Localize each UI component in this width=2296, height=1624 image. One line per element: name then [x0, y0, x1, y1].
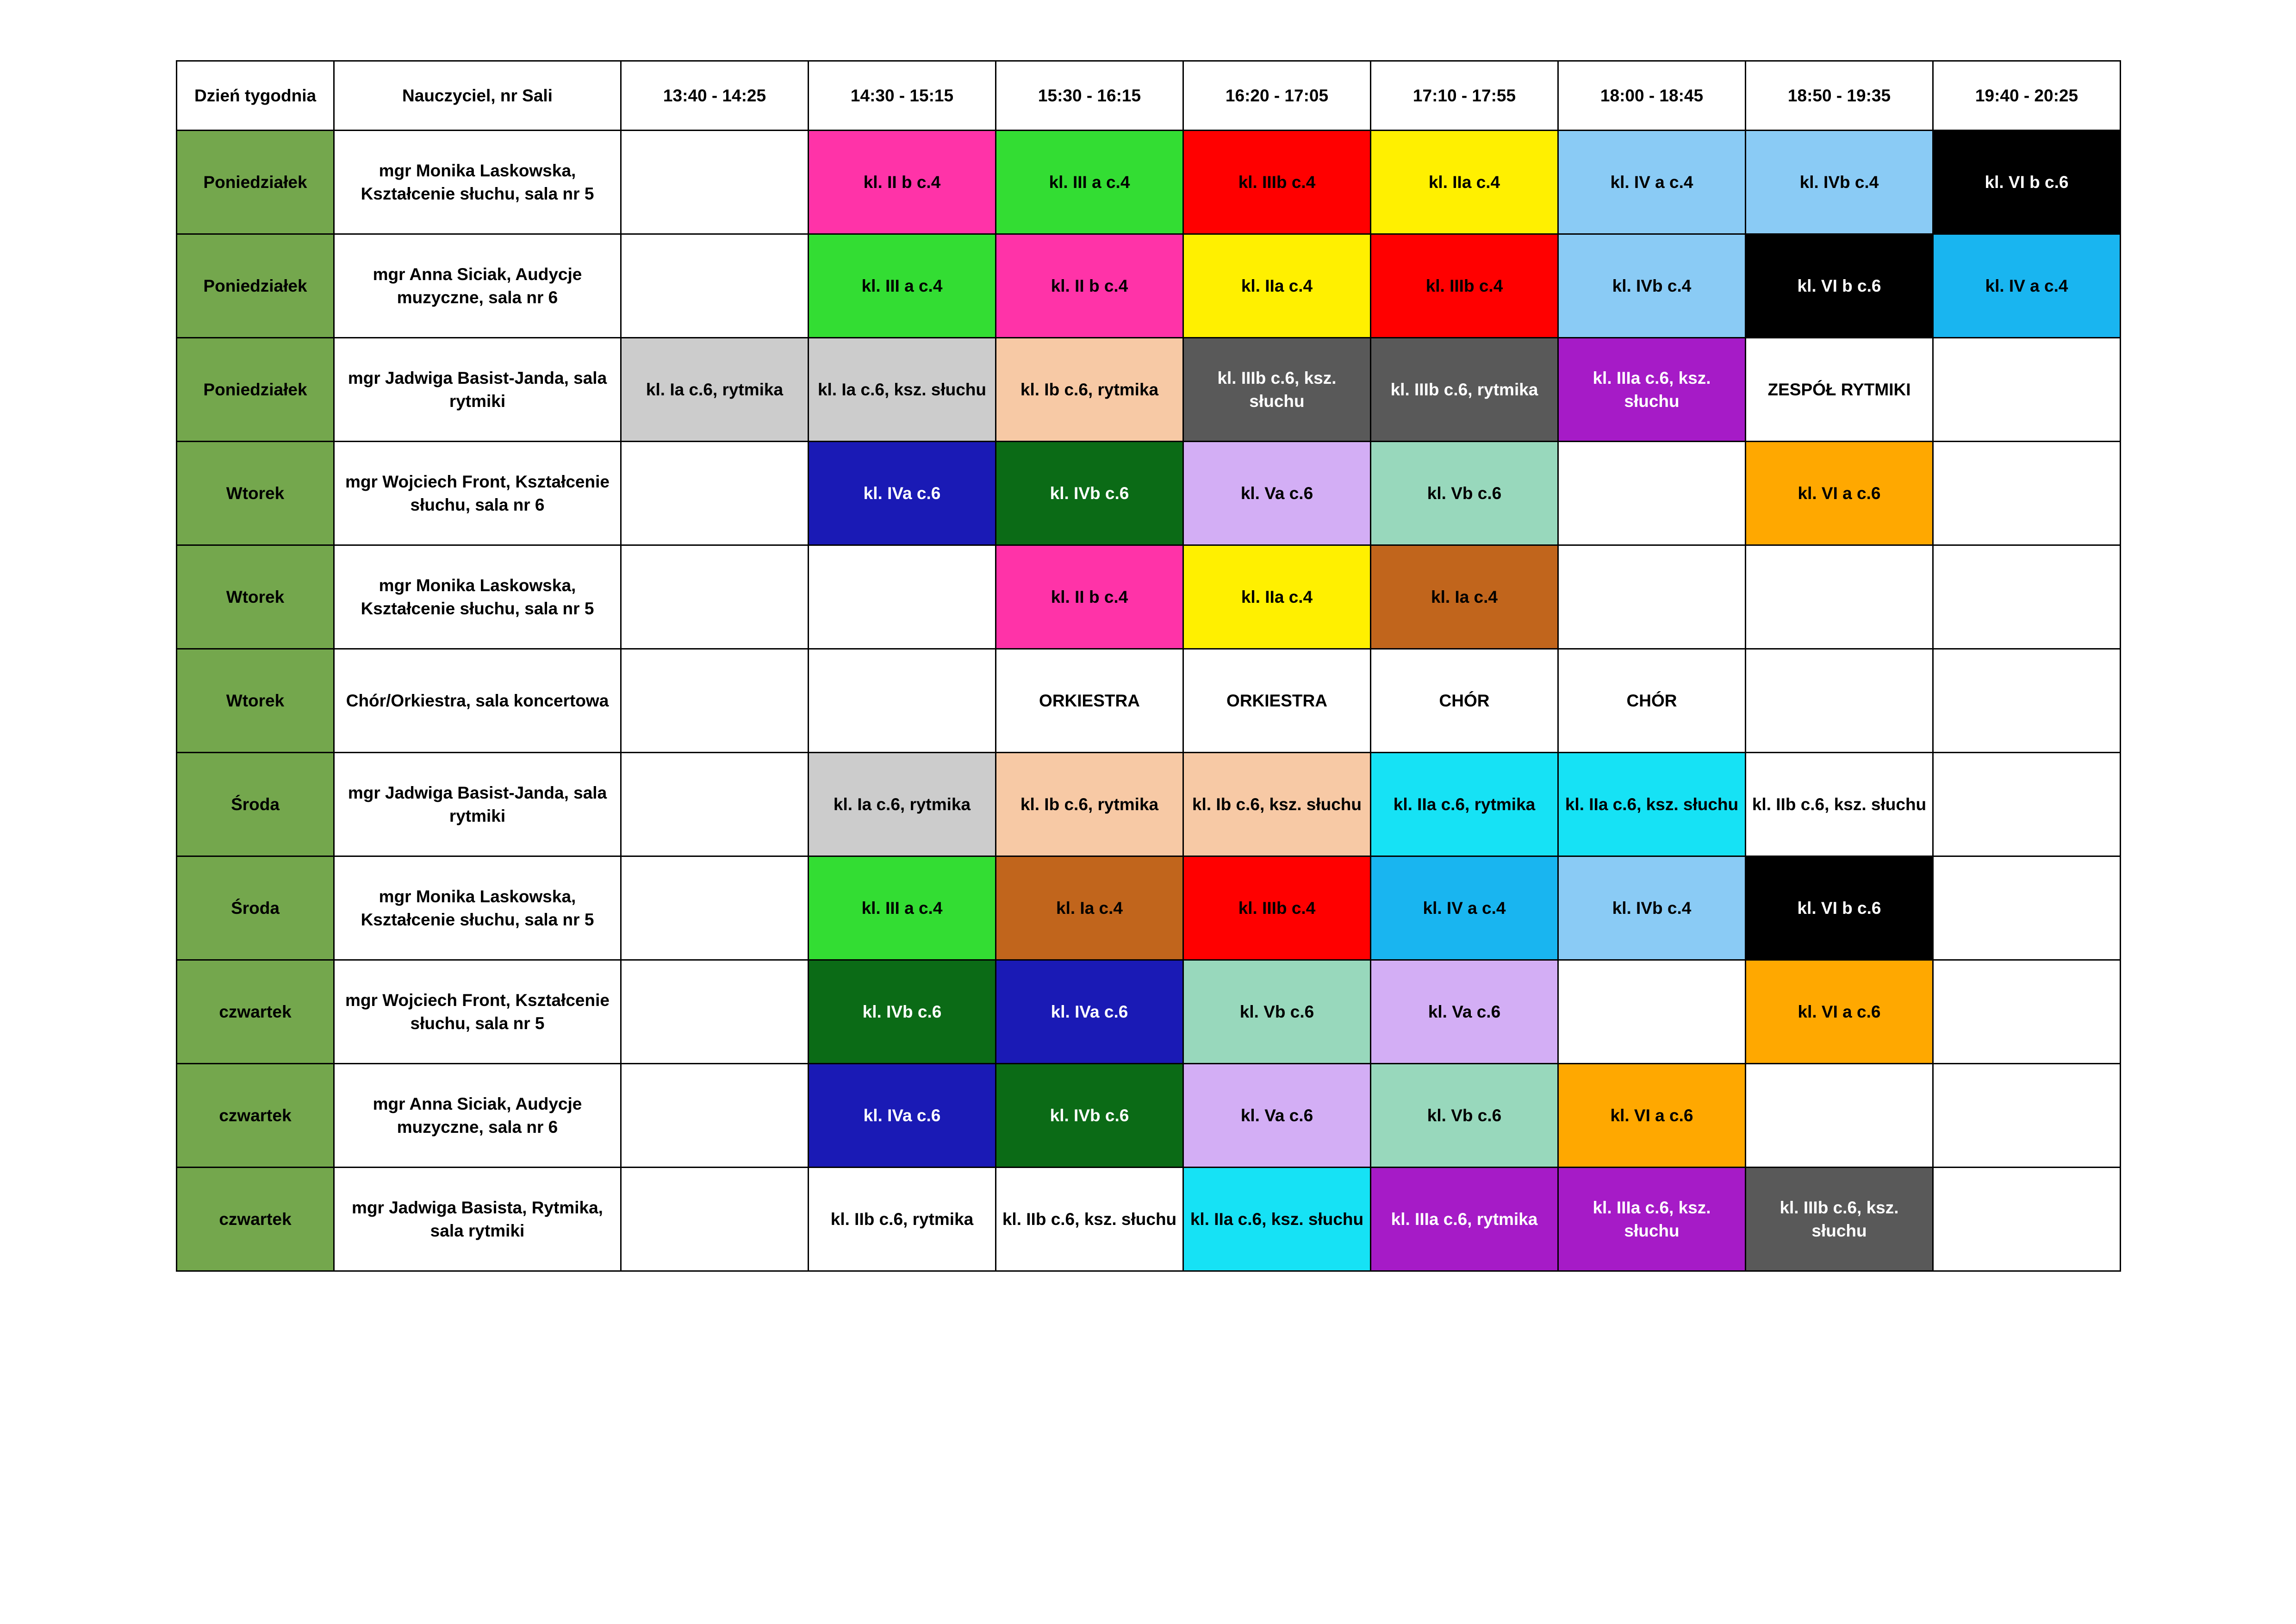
column-header-day: Dzień tygodnia	[177, 61, 334, 131]
lesson-cell: kl. VI b c.6	[1746, 856, 1933, 960]
table-row	[177, 856, 2121, 960]
empty-cell	[621, 753, 809, 856]
empty-cell	[621, 1064, 809, 1168]
column-header-timeslot-6: 18:00 - 18:45	[1558, 61, 1746, 131]
empty-cell	[1933, 338, 2121, 442]
lesson-cell: kl. VI a c.6	[1746, 960, 1933, 1064]
lesson-cell: kl. IIa c.4	[1183, 234, 1371, 338]
empty-cell	[621, 960, 809, 1064]
teacher-cell: mgr Anna Siciak, Audycje muzyczne, sala nr 6	[334, 1064, 621, 1168]
lesson-cell: kl. III a c.4	[809, 234, 996, 338]
lesson-cell: kl. IIIb c.6, ksz. słuchu	[1183, 338, 1371, 442]
empty-cell	[1933, 545, 2121, 649]
lesson-cell: kl. IVa c.6	[809, 442, 996, 545]
lesson-cell: kl. Va c.6	[1183, 1064, 1371, 1168]
teacher-cell: mgr Jadwiga Basista, Rytmika, sala rytmiki	[334, 1168, 621, 1271]
table-row	[177, 753, 2121, 856]
lesson-cell: kl. IIIb c.6, rytmika	[1371, 338, 1558, 442]
lesson-cell: kl. IVb c.4	[1746, 131, 1933, 234]
column-header-timeslot-2: 14:30 - 15:15	[809, 61, 996, 131]
teacher-cell: mgr Wojciech Front, Kształcenie słuchu, sala nr 5	[334, 960, 621, 1064]
day-cell: czwartek	[177, 1064, 334, 1168]
lesson-cell: kl. III a c.4	[809, 856, 996, 960]
lesson-cell: kl. Ib c.6, rytmika	[996, 338, 1183, 442]
table-row	[177, 234, 2121, 338]
teacher-cell: mgr Monika Laskowska, Kształcenie słuchu, sala nr 5	[334, 131, 621, 234]
lesson-cell: kl. IVb c.4	[1558, 234, 1746, 338]
table-row	[177, 960, 2121, 1064]
lesson-cell: kl. IIIa c.6, rytmika	[1371, 1168, 1558, 1271]
lesson-cell: kl. IIb c.6, rytmika	[809, 1168, 996, 1271]
lesson-cell: kl. II b c.4	[809, 131, 996, 234]
lesson-cell: kl. IVa c.6	[809, 1064, 996, 1168]
day-cell: Wtorek	[177, 545, 334, 649]
empty-cell	[1746, 649, 1933, 753]
empty-cell	[621, 545, 809, 649]
empty-cell	[1746, 545, 1933, 649]
lesson-cell: kl. Ia c.6, rytmika	[621, 338, 809, 442]
empty-cell	[1933, 442, 2121, 545]
lesson-cell: kl. IIIa c.6, ksz. słuchu	[1558, 338, 1746, 442]
lesson-cell: kl. VI a c.6	[1558, 1064, 1746, 1168]
lesson-cell: CHÓR	[1371, 649, 1558, 753]
day-cell: Środa	[177, 753, 334, 856]
empty-cell	[621, 131, 809, 234]
schedule-table	[176, 60, 2121, 1272]
table-row	[177, 1064, 2121, 1168]
lesson-cell: kl. Ia c.6, rytmika	[809, 753, 996, 856]
lesson-cell: kl. Ib c.6, rytmika	[996, 753, 1183, 856]
lesson-cell: kl. VI b c.6	[1933, 131, 2121, 234]
day-cell: Wtorek	[177, 649, 334, 753]
table-row	[177, 338, 2121, 442]
lesson-cell: kl. Vb c.6	[1183, 960, 1371, 1064]
lesson-cell: kl. Ia c.6, ksz. słuchu	[809, 338, 996, 442]
table-row	[177, 131, 2121, 234]
empty-cell	[1933, 856, 2121, 960]
empty-cell	[1558, 442, 1746, 545]
table-row	[177, 545, 2121, 649]
column-header-timeslot-5: 17:10 - 17:55	[1371, 61, 1558, 131]
lesson-cell: kl. Vb c.6	[1371, 442, 1558, 545]
column-header-timeslot-1: 13:40 - 14:25	[621, 61, 809, 131]
lesson-cell: kl. IIa c.6, rytmika	[1371, 753, 1558, 856]
column-header-timeslot-8: 19:40 - 20:25	[1933, 61, 2121, 131]
lesson-cell: kl. Vb c.6	[1371, 1064, 1558, 1168]
lesson-cell: kl. IV a c.4	[1933, 234, 2121, 338]
lesson-cell: kl. IIIb c.4	[1183, 131, 1371, 234]
lesson-cell: CHÓR	[1558, 649, 1746, 753]
lesson-cell: kl. III a c.4	[996, 131, 1183, 234]
lesson-cell: kl. IIIa c.6, ksz. słuchu	[1558, 1168, 1746, 1271]
teacher-cell: mgr Jadwiga Basist-Janda, sala rytmiki	[334, 338, 621, 442]
lesson-cell: kl. IIa c.6, ksz. słuchu	[1558, 753, 1746, 856]
day-cell: czwartek	[177, 1168, 334, 1271]
day-cell: czwartek	[177, 960, 334, 1064]
empty-cell	[1933, 753, 2121, 856]
lesson-cell: kl. IIIb c.4	[1183, 856, 1371, 960]
lesson-cell: kl. IVa c.6	[996, 960, 1183, 1064]
empty-cell	[1746, 1064, 1933, 1168]
empty-cell	[1558, 545, 1746, 649]
lesson-cell: kl. Va c.6	[1371, 960, 1558, 1064]
lesson-cell: kl. IIa c.4	[1183, 545, 1371, 649]
day-cell: Poniedziałek	[177, 338, 334, 442]
lesson-cell: kl. IIb c.6, ksz. słuchu	[1746, 753, 1933, 856]
column-header-timeslot-4: 16:20 - 17:05	[1183, 61, 1371, 131]
teacher-cell: mgr Jadwiga Basist-Janda, sala rytmiki	[334, 753, 621, 856]
lesson-cell: ORKIESTRA	[996, 649, 1183, 753]
empty-cell	[809, 649, 996, 753]
lesson-cell: kl. IVb c.6	[996, 1064, 1183, 1168]
lesson-cell: kl. IVb c.4	[1558, 856, 1746, 960]
empty-cell	[1933, 960, 2121, 1064]
empty-cell	[1558, 960, 1746, 1064]
teacher-cell: Chór/Orkiestra, sala koncertowa	[334, 649, 621, 753]
lesson-cell: kl. Ia c.4	[996, 856, 1183, 960]
teacher-cell: mgr Monika Laskowska, Kształcenie słuchu, sala nr 5	[334, 856, 621, 960]
lesson-cell: kl. IVb c.6	[809, 960, 996, 1064]
day-cell: Poniedziałek	[177, 131, 334, 234]
day-cell: Poniedziałek	[177, 234, 334, 338]
lesson-cell: kl. IV a c.4	[1371, 856, 1558, 960]
day-cell: Wtorek	[177, 442, 334, 545]
empty-cell	[1933, 1168, 2121, 1271]
lesson-cell: kl. VI a c.6	[1746, 442, 1933, 545]
lesson-cell: kl. IIIb c.4	[1371, 234, 1558, 338]
teacher-cell: mgr Monika Laskowska, Kształcenie słuchu, sala nr 5	[334, 545, 621, 649]
header-row	[177, 61, 2121, 131]
lesson-cell: kl. II b c.4	[996, 545, 1183, 649]
table-header	[177, 61, 2121, 131]
empty-cell	[1933, 1064, 2121, 1168]
lesson-cell: kl. IV a c.4	[1558, 131, 1746, 234]
column-header-timeslot-7: 18:50 - 19:35	[1746, 61, 1933, 131]
teacher-cell: mgr Wojciech Front, Kształcenie słuchu, sala nr 6	[334, 442, 621, 545]
lesson-cell: kl. Va c.6	[1183, 442, 1371, 545]
lesson-cell: ORKIESTRA	[1183, 649, 1371, 753]
teacher-cell: mgr Anna Siciak, Audycje muzyczne, sala nr 6	[334, 234, 621, 338]
lesson-cell: kl. Ia c.4	[1371, 545, 1558, 649]
table-body	[177, 131, 2121, 1271]
table-row	[177, 1168, 2121, 1271]
lesson-cell: kl. IIb c.6, ksz. słuchu	[996, 1168, 1183, 1271]
lesson-cell: kl. VI b c.6	[1746, 234, 1933, 338]
lesson-cell: kl. Ib c.6, ksz. słuchu	[1183, 753, 1371, 856]
lesson-cell: ZESPÓŁ RYTMIKI	[1746, 338, 1933, 442]
column-header-timeslot-3: 15:30 - 16:15	[996, 61, 1183, 131]
day-cell: Środa	[177, 856, 334, 960]
column-header-teacher: Nauczyciel, nr Sali	[334, 61, 621, 131]
empty-cell	[621, 856, 809, 960]
lesson-cell: kl. IIa c.6, ksz. słuchu	[1183, 1168, 1371, 1271]
lesson-cell: kl. IIIb c.6, ksz. słuchu	[1746, 1168, 1933, 1271]
lesson-cell: kl. II b c.4	[996, 234, 1183, 338]
empty-cell	[621, 442, 809, 545]
table-row	[177, 442, 2121, 545]
empty-cell	[621, 234, 809, 338]
lesson-cell: kl. IIa c.4	[1371, 131, 1558, 234]
empty-cell	[621, 1168, 809, 1271]
table-row	[177, 649, 2121, 753]
empty-cell	[1933, 649, 2121, 753]
empty-cell	[621, 649, 809, 753]
lesson-cell: kl. IVb c.6	[996, 442, 1183, 545]
empty-cell	[809, 545, 996, 649]
